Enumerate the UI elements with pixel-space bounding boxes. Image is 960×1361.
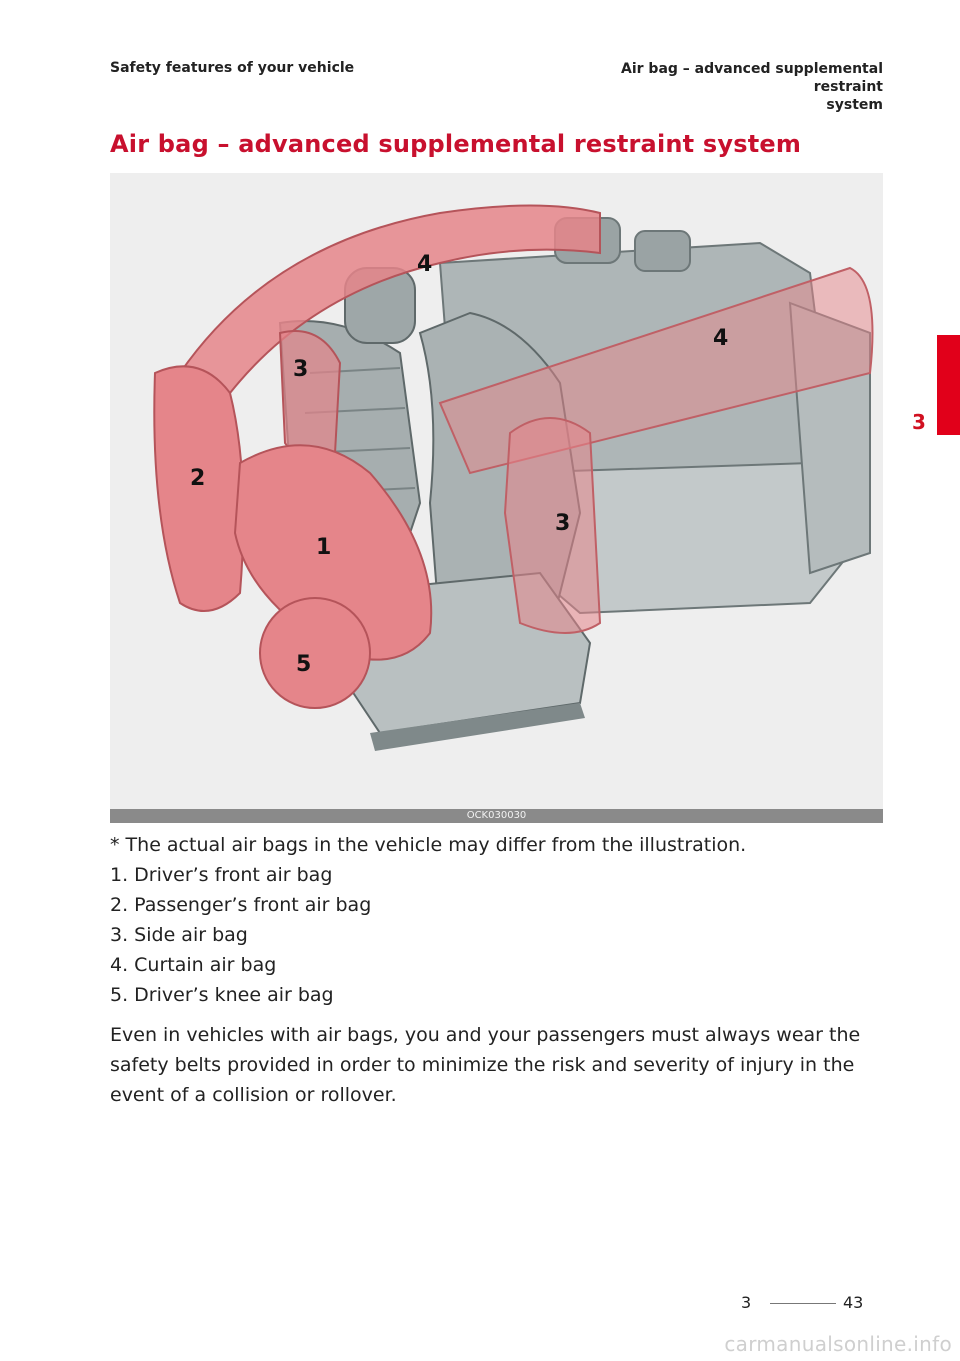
page-title: Air bag – advanced supplemental restraint system (110, 130, 802, 158)
legend-item: 4. Curtain air bag (110, 954, 277, 976)
label-passenger-front: 2 (190, 466, 206, 491)
chapter-side-tab (937, 335, 960, 435)
running-header-topic-line2: system (826, 97, 883, 113)
side-airbag-rear (505, 418, 600, 633)
rear-headrest-center (635, 231, 690, 271)
body-text (110, 830, 890, 1110)
running-header-section: Safety features of your vehicle (110, 60, 355, 76)
watermark: carmanualsonline.info (724, 1332, 952, 1356)
label-driver-front: 1 (316, 535, 332, 560)
legend-item: 2. Passenger’s front air bag (110, 894, 372, 916)
label-side-front: 3 (293, 357, 309, 382)
chapter-side-number: 3 (912, 410, 926, 434)
label-curtain-front: 4 (417, 252, 433, 277)
side-airbag-front (280, 331, 340, 461)
illustration-note: * The actual air bags in the vehicle may differ from the illustration. (110, 834, 747, 856)
airbag-legend (110, 860, 890, 1010)
label-curtain-rear: 4 (713, 326, 729, 351)
legend-item: 5. Driver’s knee air bag (110, 984, 334, 1006)
airbag-illustration (110, 173, 883, 810)
legend-item: 3. Side air bag (110, 924, 248, 946)
footer-page-number: 43 (843, 1293, 864, 1312)
running-header-topic-line1: Air bag – advanced supplemental restraint (621, 61, 883, 95)
figure-code: OCK030030 (110, 809, 883, 823)
legend-item: 1. Driver’s front air bag (110, 864, 333, 886)
footer-chapter-number: 3 (741, 1293, 752, 1312)
label-knee: 5 (296, 652, 312, 677)
airbag-illustration-svg (110, 173, 883, 810)
footer-divider (770, 1303, 836, 1304)
label-side-rear: 3 (555, 511, 571, 536)
running-header-topic (553, 60, 883, 114)
knee-airbag (260, 598, 370, 708)
safety-belt-paragraph: Even in vehicles with air bags, you and your passengers must always wear the safety belts provided in order to minimize the risk and severity of injury in the event of a collision or rollover. (110, 1024, 861, 1106)
